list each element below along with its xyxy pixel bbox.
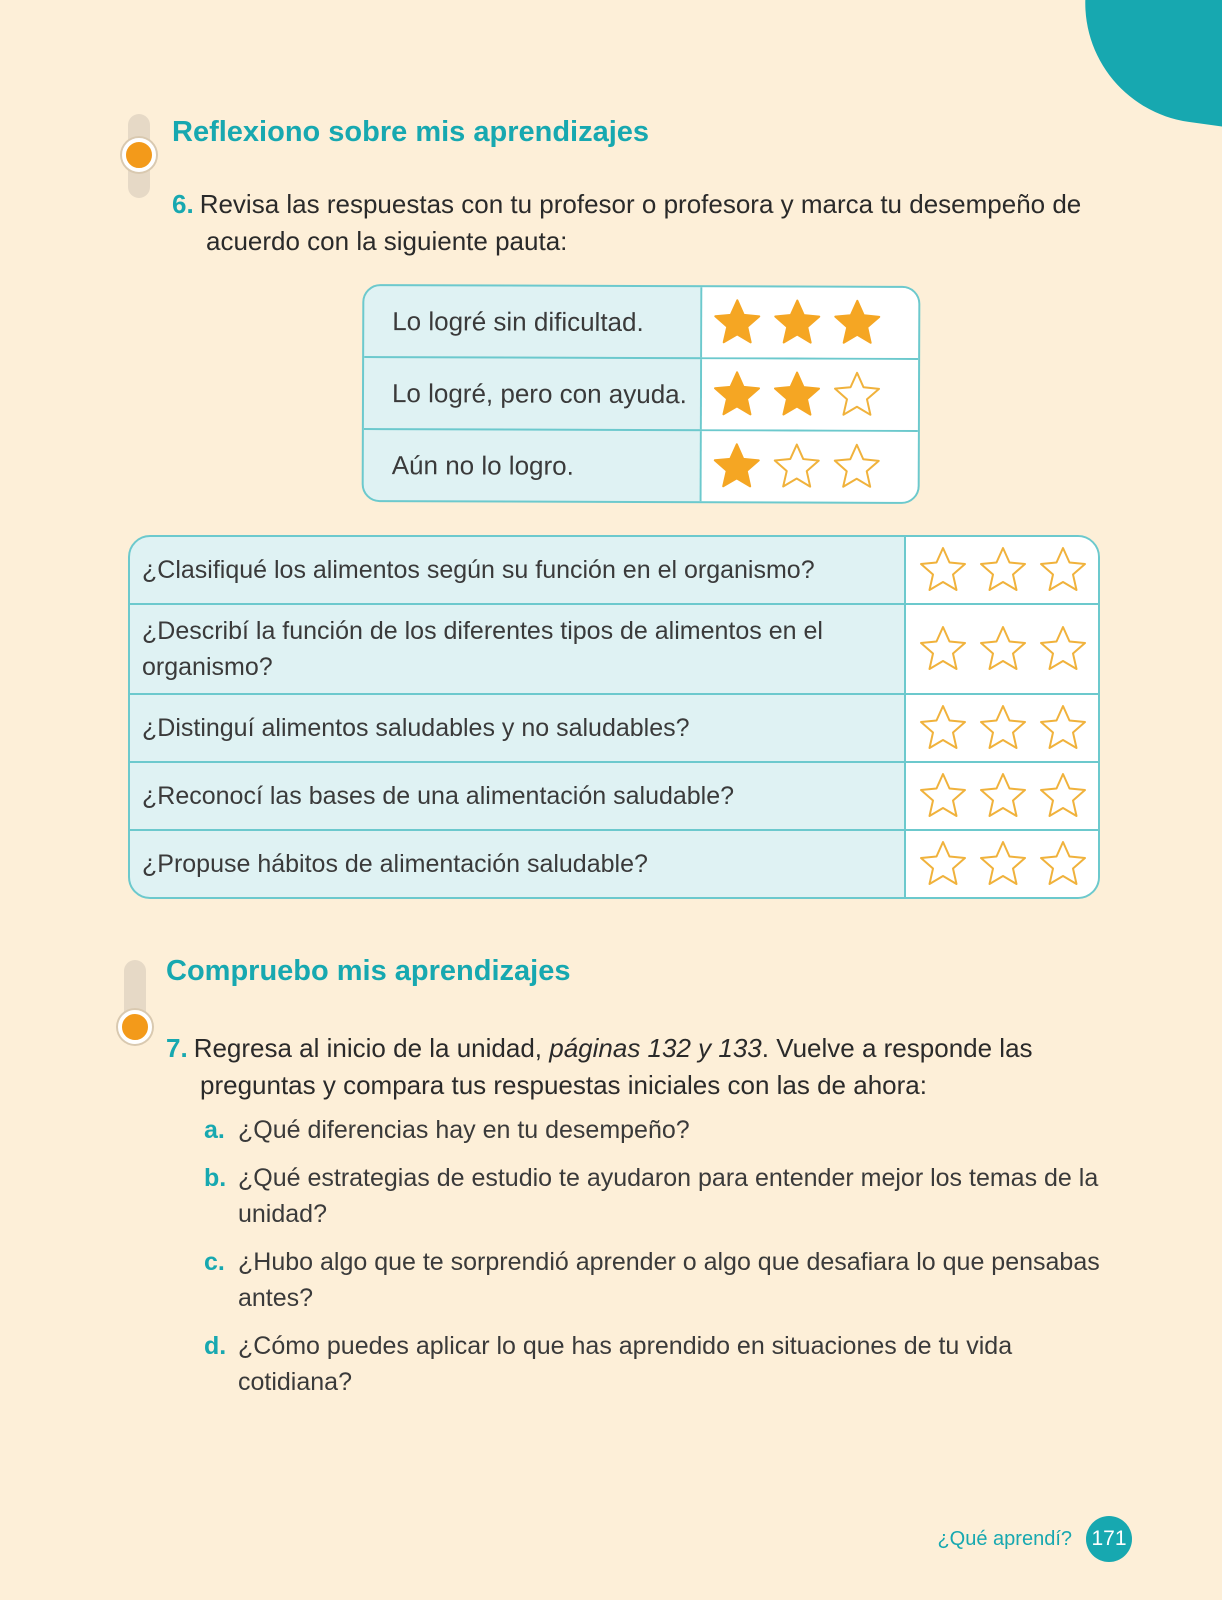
question-text: Revisa las respuestas con tu profesor o profesora y marca tu desempeño de acuerdo con la siguiente pauta: [199,189,1082,256]
empty-star-icon [832,370,882,420]
evaluation-row [130,831,1098,897]
legend-star-rating [702,287,918,358]
footer-section-label: ¿Qué aprendí? [937,1527,1072,1550]
empty-star-icon[interactable] [918,839,968,889]
filled-star-icon [832,298,882,348]
page-reference: páginas 132 y 133 [549,1033,762,1063]
evaluation-question: ¿Clasifiqué los alimentos según su función en el organismo? [130,537,906,603]
empty-star-icon [772,441,822,491]
empty-star-icon[interactable] [918,771,968,821]
evaluation-question: ¿Reconocí las bases de una alimentación saludable? [130,763,906,829]
evaluation-row [130,605,1098,695]
empty-star-icon[interactable] [1038,703,1088,753]
empty-star-icon[interactable] [918,624,968,674]
empty-star-icon[interactable] [978,839,1028,889]
evaluation-star-rating[interactable] [906,763,1098,829]
evaluation-star-rating[interactable] [906,695,1098,761]
filled-star-icon [712,297,762,347]
list-item-text: ¿Qué estrategias de estudio te ayudaron para entender mejor los temas de la unidad? [238,1164,1099,1228]
empty-star-icon[interactable] [1038,771,1088,821]
evaluation-row [130,695,1098,763]
evaluation-question: ¿Propuse hábitos de alimentación saludable? [130,831,906,897]
question-text: Regresa al inicio de la unidad, [193,1033,550,1063]
legend-label: Lo logré, pero con ayuda. [364,358,702,429]
list-item-letter: d. [204,1332,227,1360]
legend-label: Lo logré sin dificultad. [364,286,702,357]
list-item-text: ¿Qué diferencias hay en tu desempeño? [238,1116,690,1144]
question-number: 6. [172,189,194,219]
empty-star-icon[interactable] [918,545,968,595]
page-footer [937,1516,1132,1562]
empty-star-icon[interactable] [978,624,1028,674]
list-item [204,1112,1104,1148]
list-item-text: ¿Cómo puedes aplicar lo que has aprendido en situaciones de tu vida cotidiana? [238,1332,1013,1396]
empty-star-icon[interactable] [978,545,1028,595]
list-item-text: ¿Hubo algo que te sorprendió aprender o algo que desafiara lo que pensabas antes? [238,1248,1100,1312]
evaluation-row [130,763,1098,831]
self-evaluation-table [128,535,1100,899]
empty-star-icon[interactable] [978,771,1028,821]
empty-star-icon[interactable] [918,703,968,753]
question-text-continued: . Vuelve a responde las preguntas y compara tus respuestas iniciales con las de ahora: [200,1033,1033,1100]
list-item-letter: c. [204,1248,225,1276]
section-marker-dot [122,138,156,172]
evaluation-star-rating[interactable] [906,831,1098,897]
empty-star-icon[interactable] [1038,545,1088,595]
evaluation-question: ¿Describí la función de los diferentes tipos de alimentos en el organismo? [130,605,906,693]
legend-star-rating [702,431,918,502]
question-7 [166,1030,1100,1104]
list-item-letter: a. [204,1116,225,1144]
list-item-letter: b. [204,1164,227,1192]
filled-star-icon [772,297,822,347]
list-item [204,1244,1104,1316]
question-6 [172,186,1126,260]
evaluation-question: ¿Distinguí alimentos saludables y no saludables? [130,695,906,761]
section-title-compruebo: Compruebo mis aprendizajes [166,955,571,987]
legend-row [364,430,918,502]
empty-star-icon[interactable] [1038,624,1088,674]
legend-row [364,358,918,432]
empty-star-icon[interactable] [1038,839,1088,889]
filled-star-icon [712,441,762,491]
evaluation-row [130,537,1098,605]
evaluation-star-rating[interactable] [906,605,1098,693]
legend-label: Aún no lo logro. [364,430,702,501]
corner-decoration [1070,0,1222,133]
legend-star-rating [702,359,918,430]
empty-star-icon[interactable] [978,703,1028,753]
section-marker-dot [118,1010,152,1044]
performance-legend-table [362,284,921,504]
question-7-subitems [204,1112,1104,1412]
list-item [204,1328,1104,1400]
filled-star-icon [712,369,762,419]
filled-star-icon [772,369,822,419]
list-item [204,1160,1104,1232]
section-title-reflexiono: Reflexiono sobre mis aprendizajes [172,116,650,148]
evaluation-star-rating[interactable] [906,537,1098,603]
question-number: 7. [166,1033,188,1063]
legend-row [364,286,918,360]
empty-star-icon [832,442,882,492]
page-number: 171 [1086,1516,1132,1562]
